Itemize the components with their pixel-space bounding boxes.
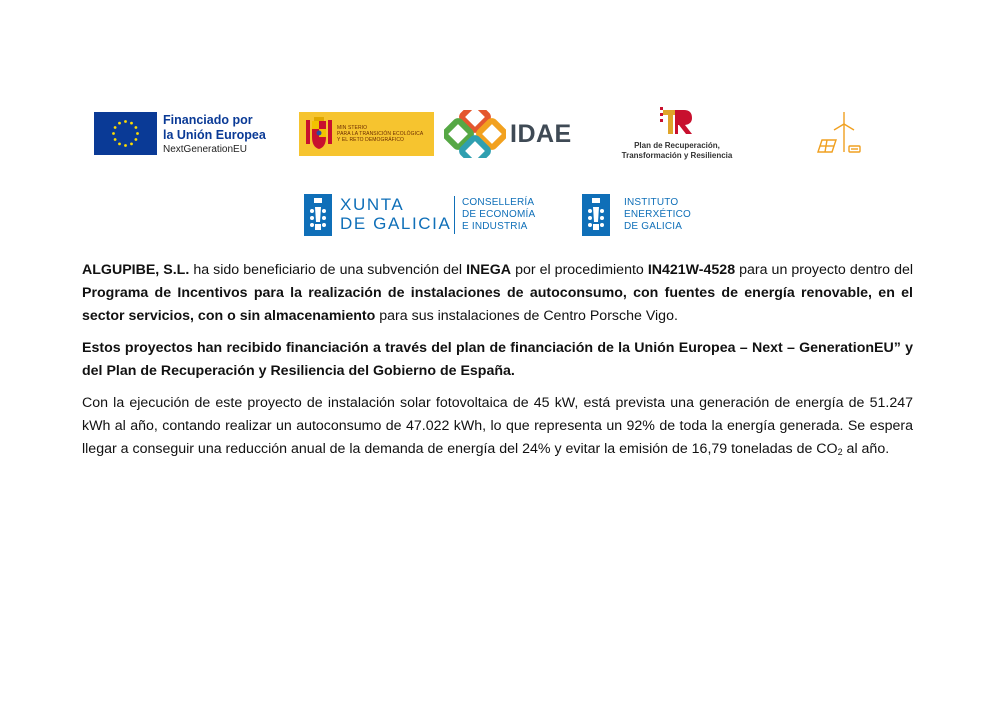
inega-line3: DE GALICIA <box>624 221 683 232</box>
recovery-plan-line1: Plan de Recuperación, <box>634 141 720 150</box>
funding-text: Estos proyectos han recibido financiación a través del plan de financiación de la Unión Europea – Next – GenerationEU” y del Plan de Recuperación y Resiliencia del Gobierno de España. <box>82 340 913 379</box>
idae-wordmark: IDAE <box>510 120 572 148</box>
ministerio-line1: MIN STERIO <box>337 125 368 131</box>
ministerio-text <box>337 125 423 143</box>
logos-second-row <box>304 194 704 238</box>
conselleria-line2: DE ECONOMÍA <box>462 209 536 220</box>
recovery-plan-line2: Transformación y Resiliencia <box>621 151 733 160</box>
galicia-shield-icon <box>304 194 332 236</box>
coat-of-arms-icon <box>303 117 335 151</box>
inega-logo <box>582 194 704 238</box>
idae-logo <box>444 110 579 158</box>
conselleria-line3: E INDUSTRIA <box>462 221 528 232</box>
project-details-paragraph <box>82 392 913 461</box>
eu-logo-line1: Financiado por <box>163 113 253 127</box>
p1-text1: ha sido beneficiario de una subvención del <box>189 262 467 278</box>
logos-top-row <box>94 104 874 164</box>
ministerio-line2: PARA LA TRANSICIÓN ECOLÓGICA <box>337 131 424 137</box>
inega-line1: INSTITUTO <box>624 197 679 208</box>
conselleria-line1: CONSELLERÍA <box>462 197 535 208</box>
idae-mark-icon <box>444 110 506 158</box>
xunta-divider <box>454 196 455 234</box>
inega-line2: ENERXÉTICO <box>624 209 692 220</box>
xunta-galicia-logo <box>304 194 544 238</box>
xunta-word: XUNTA <box>340 195 405 214</box>
recovery-plan-logo <box>614 104 740 164</box>
funding-paragraph <box>82 337 913 383</box>
solar-wind-icon <box>816 110 862 156</box>
beneficiary-paragraph <box>82 259 913 328</box>
p1-text4: para sus instalaciones de Centro Porsche Vigo. <box>375 308 678 324</box>
agency-name: INEGA <box>466 262 512 278</box>
tr-mark-icon <box>659 104 695 138</box>
eu-flag-icon <box>94 112 157 155</box>
inega-shield-icon <box>582 194 610 236</box>
ministerio-line3: Y EL RETO DEMOGRÁFICO <box>337 137 405 143</box>
de-galicia-word: DE GALICIA <box>340 214 452 233</box>
eu-funding-logo <box>94 112 274 156</box>
eu-logo-line3: NextGenerationEU <box>163 144 247 155</box>
co2-subscript: 2 <box>837 447 843 457</box>
program-name: Programa de Incentivos para la realización de instalaciones de autoconsumo, con fuentes de energía renovable, en el sector servicios, con o sin almacenamiento <box>82 285 913 324</box>
p1-text3: para un proyecto dentro del <box>735 262 914 278</box>
p1-text2: por el procedimiento <box>511 262 648 278</box>
company-name: ALGUPIBE, S.L. <box>82 262 190 278</box>
project-details-tail: al año. <box>842 441 890 457</box>
ministerio-logo <box>299 112 434 156</box>
eu-logo-line2: la Unión Europea <box>163 128 266 142</box>
notice-body <box>82 259 913 470</box>
procedure-code: IN421W-4528 <box>647 262 736 278</box>
project-details-text: Con la ejecución de este proyecto de instalación solar fotovoltaica de 45 kW, está prevista una generación de energía de 51.247 kWh al año, contando realizar un autoconsumo de 47.022 kWh, lo que representa un 92% de toda la energía generada. Se espera llegar a conseguir una reducción anual de la demanda de energía del 24% y evitar la emisión de 16,79 toneladas de CO <box>82 395 913 457</box>
